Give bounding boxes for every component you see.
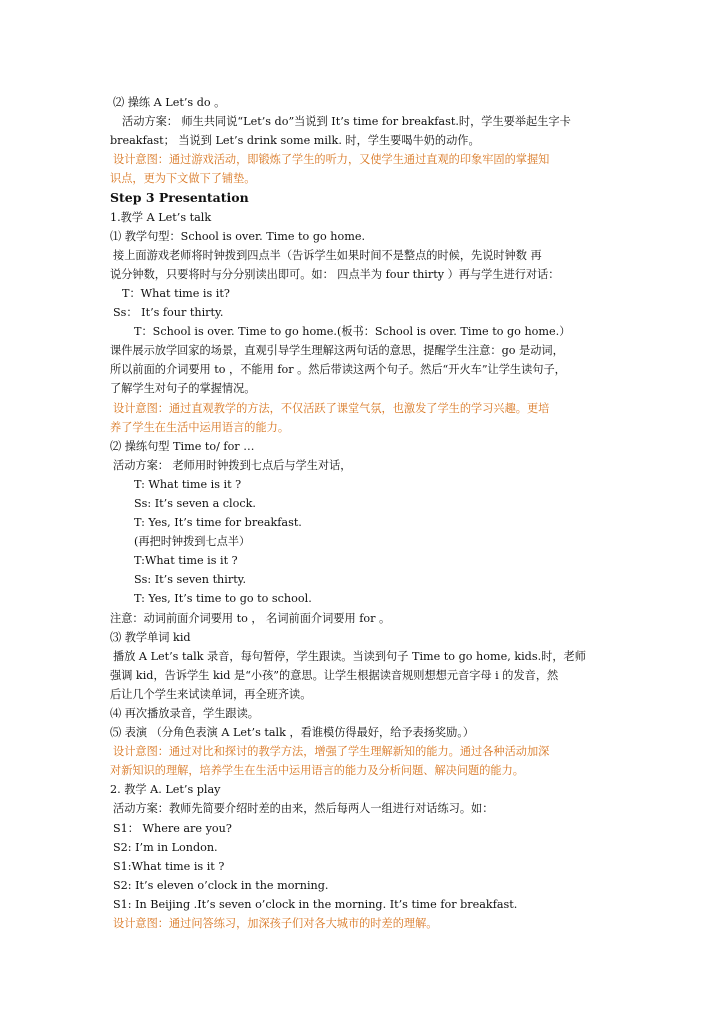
text-line: 设计意图：通过问答练习，加深孩子们对各大城市的时差的理解。 xyxy=(113,917,438,931)
text-line: 1.教学 A Let’s talk xyxy=(110,210,212,224)
text-line: ⑶ 教学单词 kid xyxy=(110,630,191,644)
text-line: ⑷ 再次播放录音，学生跟读。 xyxy=(110,707,259,720)
text-line: 活动方案： 老师用时钟拨到七点后与学生对话， xyxy=(113,458,352,472)
text-line: T: Yes, It’s time for breakfast. xyxy=(134,516,302,530)
text-line: S1:What time is it ? xyxy=(113,859,225,873)
text-line: 2. 教学 A. Let’s play xyxy=(110,783,221,797)
text-line: S1： Where are you? xyxy=(113,821,232,835)
document-page xyxy=(110,93,626,933)
text-line: ⑵ 操练 A Let’s do 。 xyxy=(113,96,226,109)
text-line: 后让几个学生来试读单词，再全班齐读。 xyxy=(110,687,312,701)
text-line: 课件展示放学回家的场景，直观引导学生理解这两句话的意思，提醒学生注意：go 是动词， xyxy=(110,344,564,358)
text-line: (再把时钟拨到七点半） xyxy=(134,535,251,549)
text-line: Step 3 Presentation xyxy=(110,190,249,206)
text-line: 对新知识的理解，培养学生在生活中运用语言的能力及分析问题、解决问题的能力。 xyxy=(110,764,524,778)
text-line: 活动方案：教师先简要介绍时差的由来，然后每两人一组进行对话练习。如： xyxy=(113,802,494,816)
text-line: 识点，更为下文做下了铺垫。 xyxy=(110,172,256,186)
text-line: Ss: It’s seven a clock. xyxy=(134,496,256,510)
text-line: Ss: It’s seven thirty. xyxy=(134,573,247,587)
text-line: 设计意图：通过对比和探讨的教学方法，增强了学生理解新知的能力。通过各种活动加深 xyxy=(113,745,550,759)
text-line: 设计意图：通过游戏活动，即锻炼了学生的听力，又使学生通过直观的印象牢固的掌握知 xyxy=(113,153,550,167)
text-line: 接上面游戏老师将时钟拨到四点半（告诉学生如果时间不是整点的时候，先说时钟数 再 xyxy=(113,248,542,262)
text-line: 播放 A Let’s talk 录音，每句暂停，学生跟读。当读到句子 Time to go home, kids.时，老师 xyxy=(113,649,586,663)
text-line: Ss： It’s four thirty. xyxy=(113,306,224,320)
text-line: S2: I’m in London. xyxy=(113,840,218,854)
text-line: ⑴ 教学句型：School is over. Time to go home. xyxy=(110,229,365,243)
text-line: S2: It’s eleven o’clock in the morning. xyxy=(113,878,329,892)
text-line: 注意：动词前面介词要用 to ， 名词前面介词要用 for 。 xyxy=(110,611,391,625)
text-line: 养了学生在生活中运用语言的能力。 xyxy=(110,420,290,434)
text-line: breakfast； 当说到 Let’s drink some milk. 时，学生要喝牛奶的动作。 xyxy=(110,134,480,148)
text-line: 设计意图：通过直观教学的方法，不仅活跃了课堂气氛，也激发了学生的学习兴趣。更培 xyxy=(113,401,550,415)
text-line: 说分钟数，只要将时与分分别读出即可。如： 四点半为 four thirty ）再与学生进行对话： xyxy=(110,267,560,281)
text-line: T：School is over. Time to go home.(板书：School is over. Time to go home.） xyxy=(134,325,571,339)
text-line: 所以前面的介词要用 to ，不能用 for 。然后带读这两个句子。然后“开火车”让学生读句子， xyxy=(110,363,566,377)
text-line: ⑸ 表演 （分角色表演 A Let’s talk ，看谁模仿得最好，给予表扬奖励。） xyxy=(110,726,475,740)
text-line: T: What time is it ? xyxy=(134,477,242,491)
text-line: S1: In Beijing .It’s seven o’clock in the morning. It’s time for breakfast. xyxy=(113,897,518,911)
text-line: T：What time is it? xyxy=(122,286,230,300)
text-line: T:What time is it ? xyxy=(134,554,238,568)
text-line: ⑵ 操练句型 Time to/ for … xyxy=(110,439,255,453)
text-line: 活动方案： 师生共同说“Let’s do”当说到 It’s time for breakfast.时，学生要举起生字卡 xyxy=(122,115,571,129)
text-line: 强调 kid，告诉学生 kid 是“小孩”的意思。让学生根据读音规则想想元音字母 i 的发音，然 xyxy=(110,668,559,682)
text-line: 了解学生对句子的掌握情况。 xyxy=(110,382,256,396)
text-line: T: Yes, It’s time to go to school. xyxy=(134,592,312,606)
